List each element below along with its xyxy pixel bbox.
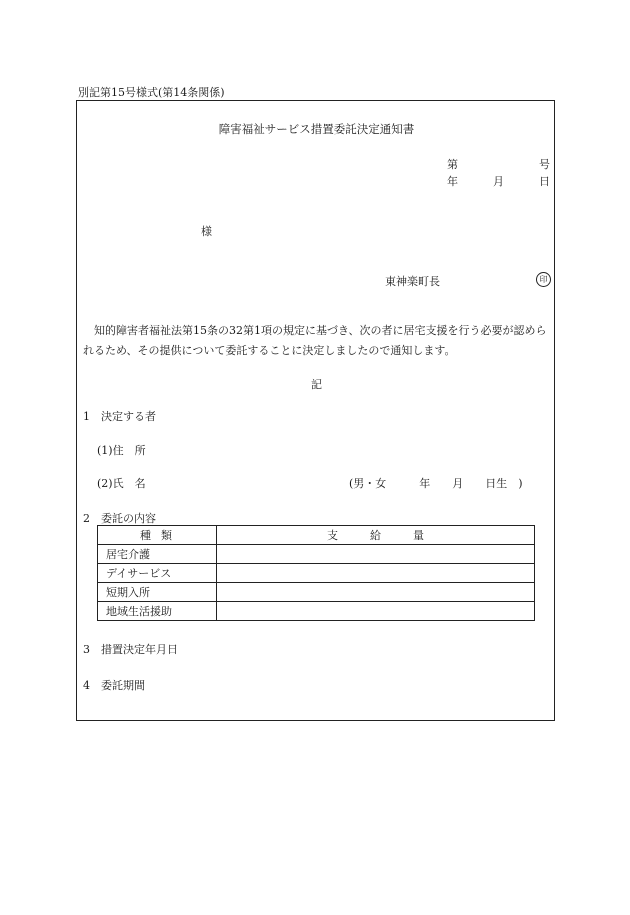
table-row [98, 602, 535, 621]
table-row [98, 545, 535, 564]
row-kind: 地域生活援助 [98, 602, 217, 621]
section1-heading: 1 決定する者 [83, 410, 156, 423]
table-row [98, 583, 535, 602]
header-amount-char: 給 [370, 529, 381, 542]
row-amount [217, 583, 535, 602]
section3-heading: 3 措置決定年月日 [83, 643, 178, 656]
row-kind: 居宅介護 [98, 545, 217, 564]
gender-birth-line: (男・女 年 月 日生 ) [349, 477, 523, 490]
notice-frame [76, 100, 555, 721]
seal-mark [536, 272, 551, 287]
header-kind: 種類 [98, 526, 217, 545]
service-table [97, 525, 535, 621]
date-year: 年 [447, 175, 458, 188]
number-prefix: 第 [447, 158, 458, 171]
row-kind: デイサービス [98, 564, 217, 583]
seal-char: 印 [536, 272, 551, 287]
row-kind: 短期入所 [98, 583, 217, 602]
section4-heading: 4 委託期間 [83, 679, 145, 692]
table-row [98, 564, 535, 583]
name-label: (2)氏 名 [97, 477, 146, 490]
table-header-row [98, 526, 535, 545]
header-amount-char: 量 [413, 529, 424, 542]
form-label: 別記第15号様式(第14条関係) [78, 86, 225, 99]
section2-heading: 2 委託の内容 [83, 512, 156, 525]
issuer-name: 東神楽町長 [385, 275, 440, 288]
recipient-honorific: 様 [201, 225, 212, 238]
header-amount [217, 526, 535, 545]
number-suffix: 号 [539, 158, 550, 171]
row-amount [217, 545, 535, 564]
row-amount [217, 564, 535, 583]
row-amount [217, 602, 535, 621]
notice-body: 知的障害者福祉法第15条の32第1項の規定に基づき、次の者に居宅支援を行う必要が認められるため、その提供について委託することに決定しましたので通知します。 [83, 324, 547, 357]
address-label: (1)住 所 [97, 444, 146, 457]
document-title: 障害福祉サービス措置委託決定通知書 [218, 122, 415, 136]
date-day: 日 [539, 175, 550, 188]
date-month: 月 [493, 175, 504, 188]
header-amount-char: 支 [327, 529, 338, 542]
ki-heading: 記 [311, 378, 322, 391]
